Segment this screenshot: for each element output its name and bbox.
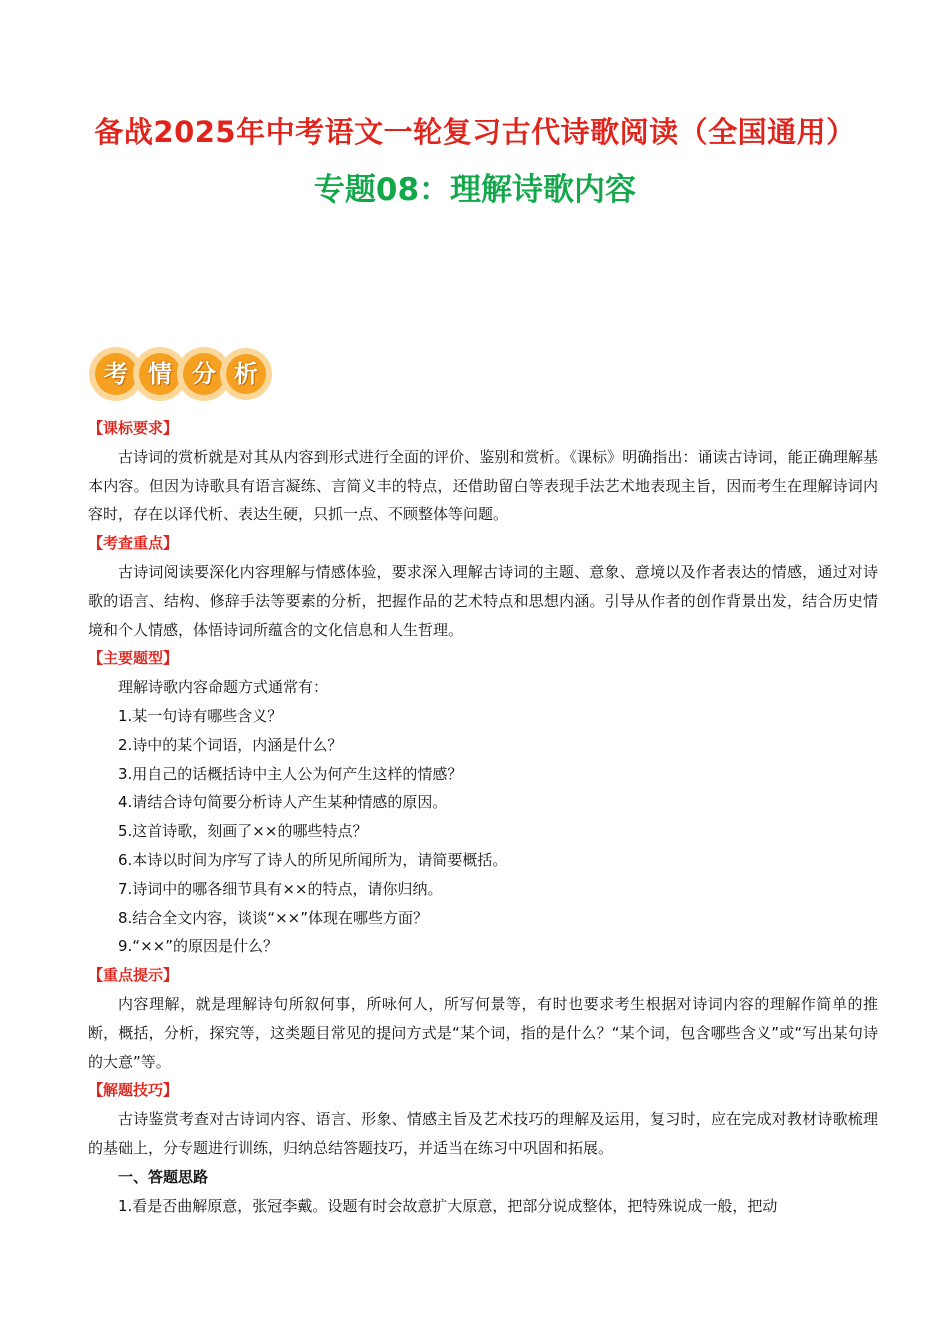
document-body xyxy=(88,414,878,1220)
section-heading-skills: 【解题技巧】 xyxy=(88,1081,179,1100)
page-subtitle: 专题08：理解诗歌内容 xyxy=(313,172,637,208)
sub-heading-answer-approach: 一、答题思路 xyxy=(118,1167,209,1186)
list-item: 7.诗词中的哪各细节具有××的特点，请你归纳。 xyxy=(118,879,443,898)
badge-char-xi: 析 xyxy=(234,360,258,388)
page-title: 备战2025年中考语文一轮复习古代诗歌阅读（全国通用） xyxy=(94,115,856,149)
badge-char-fen: 分 xyxy=(192,360,216,388)
paragraph-skills: 古诗鉴赏考查对古诗词内容、语言、形象、情感主旨及艺术技巧的理解及运用，复习时，应在完成对教材诗歌梳理的基础上，分专题进行训练，归纳总结答题技巧，并适当在练习中巩固和拓展。 xyxy=(88,1110,878,1157)
badge-char-qing: 情 xyxy=(148,360,172,388)
paragraph-focus: 古诗词阅读要深化内容理解与情感体验，要求深入理解古诗词的主题、意象、意境以及作者表达的情感，通过对诗歌的语言、结构、修辞手法等要素的分析，把握作品的艺术特点和思想内涵。引导从作者的创作背景出发，结合历史情境和个人情感，体悟诗词所蕴含的文化信息和人生哲理。 xyxy=(88,562,878,639)
paragraph-curriculum: 古诗词的赏析就是对其从内容到形式进行全面的评价、鉴别和赏析。《课标》明确指出：诵读古诗词，能正确理解基本内容。但因为诗歌具有语言凝练、言简义丰的特点，还借助留白等表现手法艺术地表现主旨，因而考生在理解诗词内容时，存在以译代析、表达生硬，只抓一点、不顾整体等问题。 xyxy=(88,447,878,524)
badge-char-kao: 考 xyxy=(104,360,128,388)
list-item: 5.这首诗歌，刻画了××的哪些特点？ xyxy=(118,822,368,841)
list-item: 3.用自己的话概括诗中主人公为何产生这样的情感？ xyxy=(118,764,463,783)
list-item: 1.某一句诗有哪些含义？ xyxy=(118,706,283,725)
paragraph-approach-1: 1.看是否曲解原意，张冠李戴。设题有时会故意扩大原意，把部分说成整体，把特殊说成一般，把动 xyxy=(118,1196,778,1215)
paragraph-tips: 内容理解，就是理解诗句所叙何事，所咏何人，所写何景等，有时也要求考生根据对诗词内容的理解作简单的推断，概括，分析，探究等，这类题目常见的提问方式是“某个词，指的是什么？“某个词，包含哪些含义”或“写出某句诗的大意”等。 xyxy=(88,994,878,1071)
section-heading-tips: 【重点提示】 xyxy=(88,966,179,985)
list-item: 2.诗中的某个词语，内涵是什么？ xyxy=(118,735,343,754)
section-heading-curriculum: 【课标要求】 xyxy=(88,419,179,437)
section-heading-types: 【主要题型】 xyxy=(88,649,179,668)
list-item: 4.请结合诗句简要分析诗人产生某种情感的原因。 xyxy=(118,793,448,812)
section-heading-focus: 【考查重点】 xyxy=(88,534,179,553)
list-item: 8.结合全文内容，谈谈“××”体现在哪些方面？ xyxy=(118,908,428,927)
exam-analysis-badge xyxy=(88,344,272,404)
list-item: 9.“××”的原因是什么？ xyxy=(118,937,278,956)
types-intro: 理解诗歌内容命题方式通常有： xyxy=(118,678,329,697)
list-item: 6.本诗以时间为序写了诗人的所见所闻所为，请简要概括。 xyxy=(118,850,508,869)
